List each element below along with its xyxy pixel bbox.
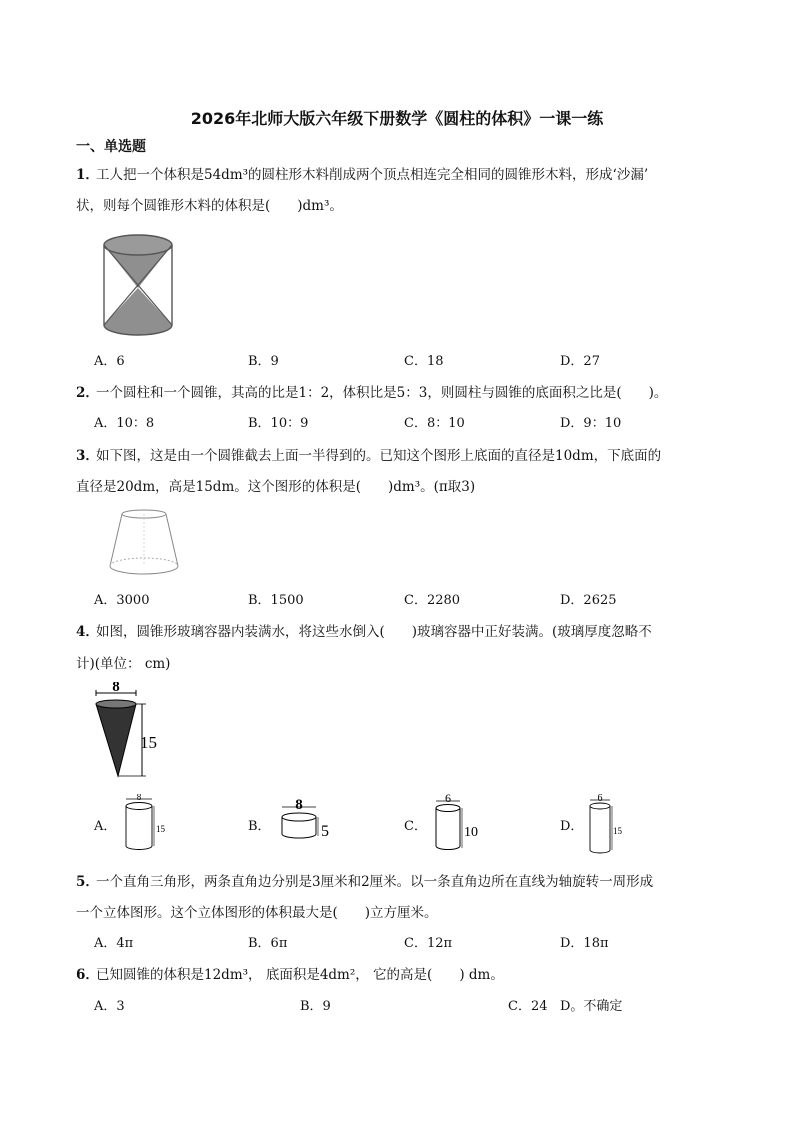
cone-container-figure bbox=[90, 682, 170, 780]
option-c[interactable]: C． bbox=[404, 819, 427, 834]
option-b[interactable]: B．1500 bbox=[248, 593, 304, 608]
page-title: 2026年北师大版六年级下册数学《圆柱的体积》一课一练 bbox=[190, 109, 604, 128]
hourglass-cylinder-figure bbox=[98, 230, 178, 340]
option-d[interactable]: D．9：10 bbox=[560, 416, 622, 431]
option-c[interactable]: C．2280 bbox=[404, 593, 461, 608]
option-a[interactable]: A．3000 bbox=[94, 593, 150, 608]
question-text-line: 一个立体图形。这个立体图形的体积最大是( )立方厘米。 bbox=[76, 905, 438, 921]
option-b-cylinder-figure[interactable] bbox=[270, 798, 340, 846]
option-d[interactable]: D． bbox=[560, 819, 584, 834]
option-a[interactable]: A． bbox=[94, 819, 117, 834]
question-text-line: 如图，圆锥形玻璃容器内装满水，将这些水倒入( )玻璃容器中正好装满。(玻璃厚度忽略不 bbox=[96, 624, 652, 640]
option-b[interactable]: B．10：9 bbox=[248, 416, 309, 431]
cylinder-height-label: 15 bbox=[156, 824, 165, 834]
option-c[interactable]: C．24 bbox=[508, 999, 548, 1014]
question-text-line: 工人把一个体积是54dm³的圆柱形木料削成两个顶点相连完全相同的圆锥形木料，形成‘沙漏’ bbox=[96, 167, 649, 183]
cylinder-height-label: 5 bbox=[321, 823, 329, 840]
option-b[interactable]: B．9 bbox=[300, 999, 331, 1014]
question-number: 1． bbox=[76, 167, 99, 183]
option-c[interactable]: C．12π bbox=[404, 936, 453, 951]
option-b[interactable]: B． bbox=[248, 819, 271, 834]
cylinder-diameter-label: 8 bbox=[136, 794, 142, 802]
question-text-line: 状，则每个圆锥形木料的体积是( )dm³。 bbox=[76, 198, 343, 214]
question-text-line: 一个直角三角形，两条直角边分别是3厘米和2厘米。以一条直角边所在直线为轴旋转一周形成 bbox=[96, 874, 654, 890]
question-number: 2． bbox=[76, 385, 99, 401]
option-c[interactable]: C．8：10 bbox=[404, 416, 465, 431]
option-c-cylinder-figure[interactable] bbox=[428, 792, 492, 856]
cylinder-diameter-label: 6 bbox=[445, 792, 451, 805]
cone-diameter-label: 8 bbox=[112, 682, 120, 695]
question-number: 4． bbox=[76, 624, 99, 640]
question-number: 3． bbox=[76, 448, 99, 464]
option-a[interactable]: A．4π bbox=[94, 936, 134, 951]
option-d[interactable]: D．2625 bbox=[560, 593, 617, 608]
cylinder-height-label: 10 bbox=[464, 825, 478, 840]
section-heading: 一、单选题 bbox=[76, 139, 146, 155]
option-a[interactable]: A．10：8 bbox=[94, 416, 155, 431]
option-a[interactable]: A．3 bbox=[94, 999, 125, 1014]
option-d-cylinder-figure[interactable] bbox=[584, 792, 634, 858]
option-d[interactable]: D。不确定 bbox=[560, 999, 623, 1014]
question-text-line: 计)(单位： cm) bbox=[76, 656, 171, 672]
cylinder-diameter-label: 6 bbox=[597, 793, 603, 804]
cone-height-label: 15 bbox=[140, 733, 157, 752]
option-d[interactable]: D．18π bbox=[560, 936, 609, 951]
question-text-line: 已知圆锥的体积是12dm³， 底面积是4dm²， 它的高是( ) dm。 bbox=[96, 967, 504, 983]
question-text-line: 如下图，这是由一个圆锥截去上面一半得到的。已知这个图形上底面的直径是10dm，下底面的 bbox=[96, 448, 662, 464]
question-text-line: 一个圆柱和一个圆锥，其高的比是1：2，体积比是5：3，则圆柱与圆锥的底面积之比是( )。 bbox=[96, 385, 668, 401]
cylinder-diameter-label: 8 bbox=[295, 798, 303, 813]
option-b[interactable]: B．9 bbox=[248, 354, 279, 369]
question-text-line: 直径是20dm，高是15dm。这个图形的体积是( )dm³。(π取3) bbox=[76, 479, 476, 495]
option-d[interactable]: D．27 bbox=[560, 354, 600, 369]
question-number: 5． bbox=[76, 874, 99, 890]
cylinder-height-label: 15 bbox=[613, 826, 622, 836]
option-c[interactable]: C．18 bbox=[404, 354, 444, 369]
option-b[interactable]: B．6π bbox=[248, 936, 288, 951]
frustum-figure bbox=[104, 506, 184, 582]
option-a-cylinder-figure[interactable] bbox=[118, 794, 174, 856]
question-number: 6． bbox=[76, 967, 99, 983]
option-a[interactable]: A．6 bbox=[94, 354, 125, 369]
